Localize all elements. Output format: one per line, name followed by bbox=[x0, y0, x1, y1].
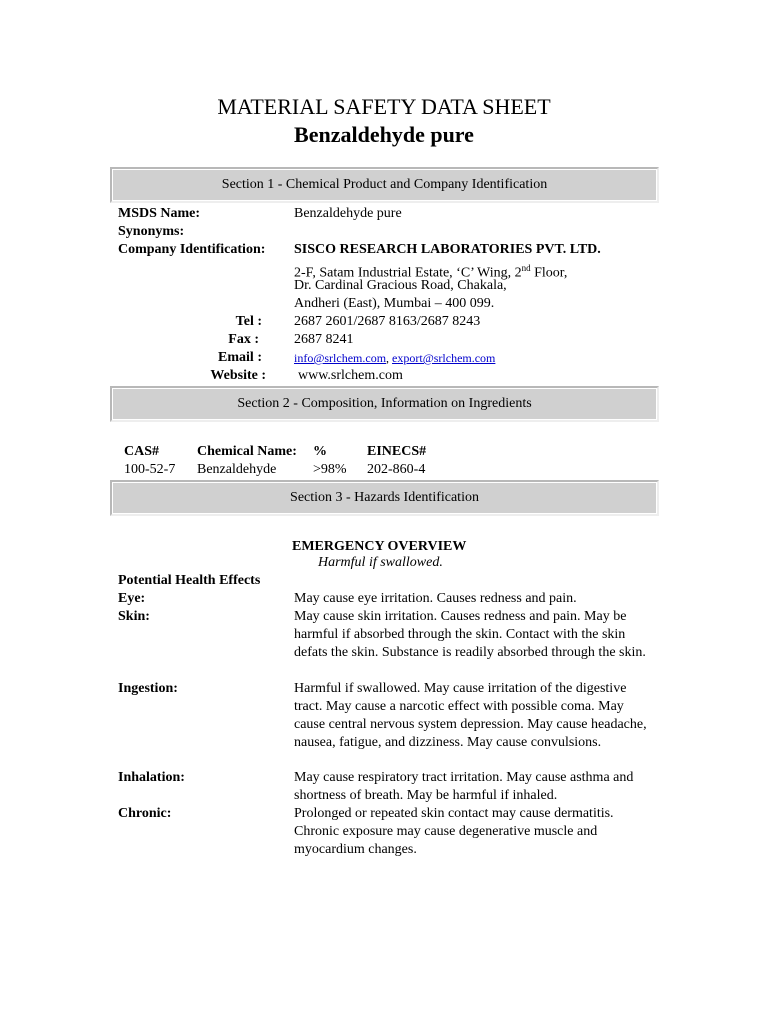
cell-percent: >98% bbox=[313, 462, 347, 477]
chronic-text: Prolonged or repeated skin contact may cause dermatitis. Chronic exposure may cause degenerative muscle and myocardium changes. bbox=[294, 806, 614, 857]
fax-label: Fax : bbox=[228, 332, 259, 347]
section-3-heading-text: Section 3 - Hazards Identification bbox=[290, 490, 479, 505]
email-link-info[interactable]: info@srlchem.com bbox=[294, 351, 387, 365]
section-2-heading-text: Section 2 - Composition, Information on Ingredients bbox=[237, 396, 532, 411]
skin-text: May cause skin irritation. Causes redness and pain. May be harmful if absorbed through the skin. Contact with the skin defats the skin. Substance is readily absorbed through the skin. bbox=[294, 609, 646, 660]
document-title: MATERIAL SAFETY DATA SHEET bbox=[217, 94, 551, 119]
section-1-heading-text: Section 1 - Chemical Product and Company Identification bbox=[221, 177, 548, 192]
inhalation-text: May cause respiratory tract irritation. May cause asthma and shortness of breath. May be harmful if inhaled. bbox=[294, 770, 634, 803]
address-line-3: Andheri (East), Mumbai – 400 099. bbox=[294, 296, 495, 311]
address-line-2: Dr. Cardinal Gracious Road, Chakala, bbox=[294, 278, 507, 293]
emergency-overview-text: Harmful if swallowed. bbox=[318, 555, 443, 570]
eye-text: May cause eye irritation. Causes redness and pain. bbox=[294, 591, 577, 606]
eye-label: Eye: bbox=[118, 591, 146, 606]
address-line-1-a: 2-F, Satam Industrial Estate, ‘C’ Wing, 2 bbox=[294, 265, 522, 281]
company-name: SISCO RESEARCH LABORATORIES PVT. LTD. bbox=[294, 242, 601, 257]
document-subtitle: Benzaldehyde pure bbox=[294, 122, 474, 147]
website-label: Website : bbox=[210, 368, 266, 383]
column-header-cas: CAS# bbox=[124, 444, 160, 459]
tel-label: Tel : bbox=[235, 314, 262, 329]
column-header-einecs: EINECS# bbox=[367, 444, 427, 459]
skin-label: Skin: bbox=[118, 609, 150, 624]
fax-value: 2687 8241 bbox=[294, 332, 354, 347]
synonyms-label: Synonyms: bbox=[118, 224, 185, 239]
address-line-1-b: Floor, bbox=[530, 265, 568, 281]
address-line-1-sup: nd bbox=[521, 263, 531, 273]
company-identification-label: Company Identification: bbox=[118, 242, 266, 257]
cell-cas: 100-52-7 bbox=[124, 462, 176, 477]
inhalation-label: Inhalation: bbox=[118, 770, 185, 785]
cell-chemical-name: Benzaldehyde bbox=[197, 462, 277, 477]
website-value: www.srlchem.com bbox=[298, 368, 403, 383]
ingestion-label: Ingestion: bbox=[118, 681, 178, 696]
email-link-export[interactable]: export@srlchem.com bbox=[392, 351, 496, 365]
email-separator: , bbox=[386, 351, 393, 365]
email-values bbox=[294, 349, 495, 368]
ingestion-text: Harmful if swallowed. May cause irritation of the digestive tract. May cause a narcotic effect with possible coma. May cause central nervous system depression. May cause headache, nausea, fatigue, and dizziness. May cause convulsions. bbox=[294, 681, 647, 750]
section-3-heading bbox=[110, 480, 659, 516]
msds-name-label: MSDS Name: bbox=[118, 206, 201, 221]
chronic-label: Chronic: bbox=[118, 806, 172, 821]
section-2-heading bbox=[110, 386, 659, 422]
cell-einecs: 202-860-4 bbox=[367, 462, 426, 477]
section-1-heading bbox=[110, 167, 659, 203]
email-label: Email : bbox=[218, 350, 262, 365]
tel-value: 2687 2601/2687 8163/2687 8243 bbox=[294, 314, 481, 329]
emergency-overview-title: EMERGENCY OVERVIEW bbox=[292, 539, 467, 554]
column-header-chemical-name: Chemical Name: bbox=[197, 444, 297, 459]
column-header-percent: % bbox=[313, 444, 327, 459]
potential-health-effects-label: Potential Health Effects bbox=[118, 573, 261, 588]
msds-name-value: Benzaldehyde pure bbox=[294, 206, 402, 221]
